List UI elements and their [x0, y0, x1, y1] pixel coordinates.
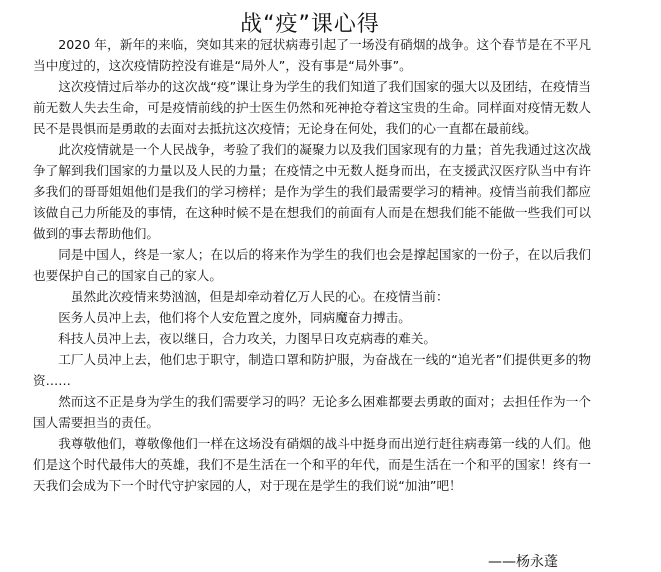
paragraph-respect: 我尊敬他们，尊敬像他们一样在这场没有硝烟的战斗中挺身而出逆行赶往病毒第一线的人们。他们是这个时代最伟大的英雄，我们不是生活在一个和平的年代，而是生活在一个和平的国家！终有一天我们会成为下一个时代守护家园的人，对于现在是学生的我们说“加油”吧！: [33, 436, 591, 493]
paragraph-people-war: 此次疫情就是一个人民战争，考验了我们的凝聚力以及我们国家现有的力量；首先我通过这次战争了解到我们国家的力量以及人民的力量；在疫情之中无数人挺身而出，在支援武汉医疗队当中有许多我们的哥哥姐姐他们是我们的学习榜样；是作为学生的我们最需要学习的精神。疫情当前我们都应该做自己力所能及的事情，在这种时候不是在想我们的前面有人而是在想我们能不能做一些我们可以做到的事去帮助他们。: [33, 142, 591, 241]
paragraph-one-family: 同是中国人，终是一家人；在以后的将来作为学生的我们也会是撑起国家的一份子，在以后我们也要保护自己的国家自己的家人。: [33, 247, 591, 283]
paragraph-tech-staff: 科技人员冲上去，夜以继日，合力攻关，力图早日攻克病毒的难关。: [58, 331, 436, 346]
document-title: 战“疫”课心得: [240, 11, 380, 37]
paragraph-factory-staff: 工厂人员冲上去，他们忠于职守，制造口罩和防护服，为奋战在一线的“追光者”们提供更多的物资……: [33, 352, 591, 388]
paragraph-student-lesson: 然而这不正是身为学生的我们需要学习的吗？无论多么困难都要去勇敢的面对；去担任作为一个国人需要担当的责任。: [33, 394, 591, 430]
paragraph-intro: 2020 年，新年的来临，突如其来的冠状病毒引起了一场没有硝烟的战争。这个春节是在不平凡当中度过的，这次疫情防控没有谁是“局外人”，没有事是“局外事”。: [33, 37, 591, 73]
paragraph-medical-staff: 医务人员冲上去，他们将个人安危置之度外，同病魔奋力搏击。: [58, 310, 411, 325]
document-body: [33, 34, 591, 496]
paragraph-epidemic-front: 虽然此次疫情来势汹汹，但是却牵动着亿万人民的心。在疫情当前：: [70, 289, 449, 304]
paragraph-class-reflection: 这次疫情过后举办的这次战“疫”课让身为学生的我们知道了我们国家的强大以及团结，在疫情当前无数人失去生命，可是疫情前线的护士医生仍然和死神抢夺着这宝贵的生命。同样面对疫情无数人民不是畏惧而是勇敢的去面对去抵抗这次疫情；无论身在何处，我们的心一直都在最前线。: [33, 79, 591, 136]
author-signature: ——杨永蓬: [488, 554, 558, 570]
